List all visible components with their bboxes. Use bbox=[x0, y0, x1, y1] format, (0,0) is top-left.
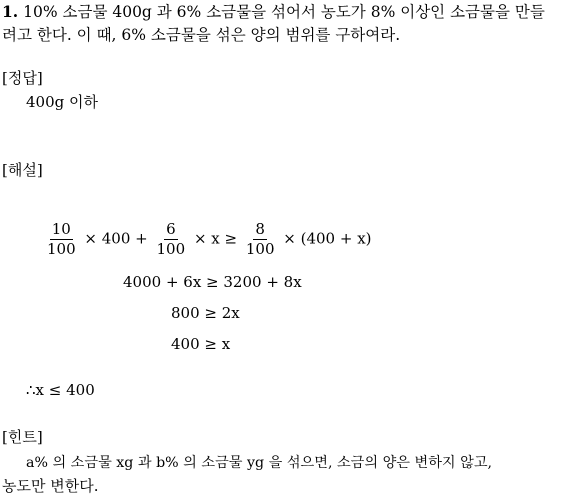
solution-header: [해설] bbox=[2, 161, 43, 179]
eq1-part-2: × x ≥ bbox=[193, 229, 238, 248]
equation-2: 4000 + 6x ≥ 3200 + 8x bbox=[123, 273, 302, 291]
frac3-denominator: 100 bbox=[245, 240, 275, 258]
problem-number: 1. bbox=[2, 2, 19, 21]
fraction-10-100 bbox=[45, 222, 78, 257]
equation-1 bbox=[43, 222, 372, 257]
fraction-6-100 bbox=[155, 222, 188, 257]
frac3-numerator: 8 bbox=[255, 220, 265, 238]
frac2-numerator: 6 bbox=[166, 220, 176, 238]
problem-line-2: 려고 한다. 이 때, 6% 소금물을 섞은 양의 범위를 구하여라. bbox=[2, 26, 401, 44]
answer-header: [정답] bbox=[2, 69, 43, 87]
problem-line-1 bbox=[2, 4, 545, 21]
answer-text: 400g 이하 bbox=[26, 93, 98, 111]
eq1-part-1: × 400 + bbox=[84, 229, 148, 248]
frac2-denominator: 100 bbox=[156, 240, 186, 258]
eq1-part-3: × (400 + x) bbox=[283, 229, 372, 248]
hint-line-2: 농도만 변한다. bbox=[2, 477, 99, 495]
equation-3: 800 ≥ 2x bbox=[171, 304, 240, 322]
frac1-denominator: 100 bbox=[47, 240, 76, 258]
frac1-numerator: 10 bbox=[51, 220, 71, 238]
equation-4: 400 ≥ x bbox=[171, 335, 231, 353]
hint-line-1: a% 의 소금물 xg 과 b% 의 소금물 yg 을 섞으면, 소금의 양은 변하지 않고, bbox=[26, 455, 493, 471]
hint-header: [힌트] bbox=[2, 428, 43, 446]
fraction-8-100 bbox=[244, 222, 277, 257]
conclusion: ∴x ≤ 400 bbox=[26, 381, 95, 399]
problem-text-1: 10% 소금물 400g 과 6% 소금물을 섞어서 농도가 8% 이상인 소금물을 만들 bbox=[23, 3, 545, 21]
